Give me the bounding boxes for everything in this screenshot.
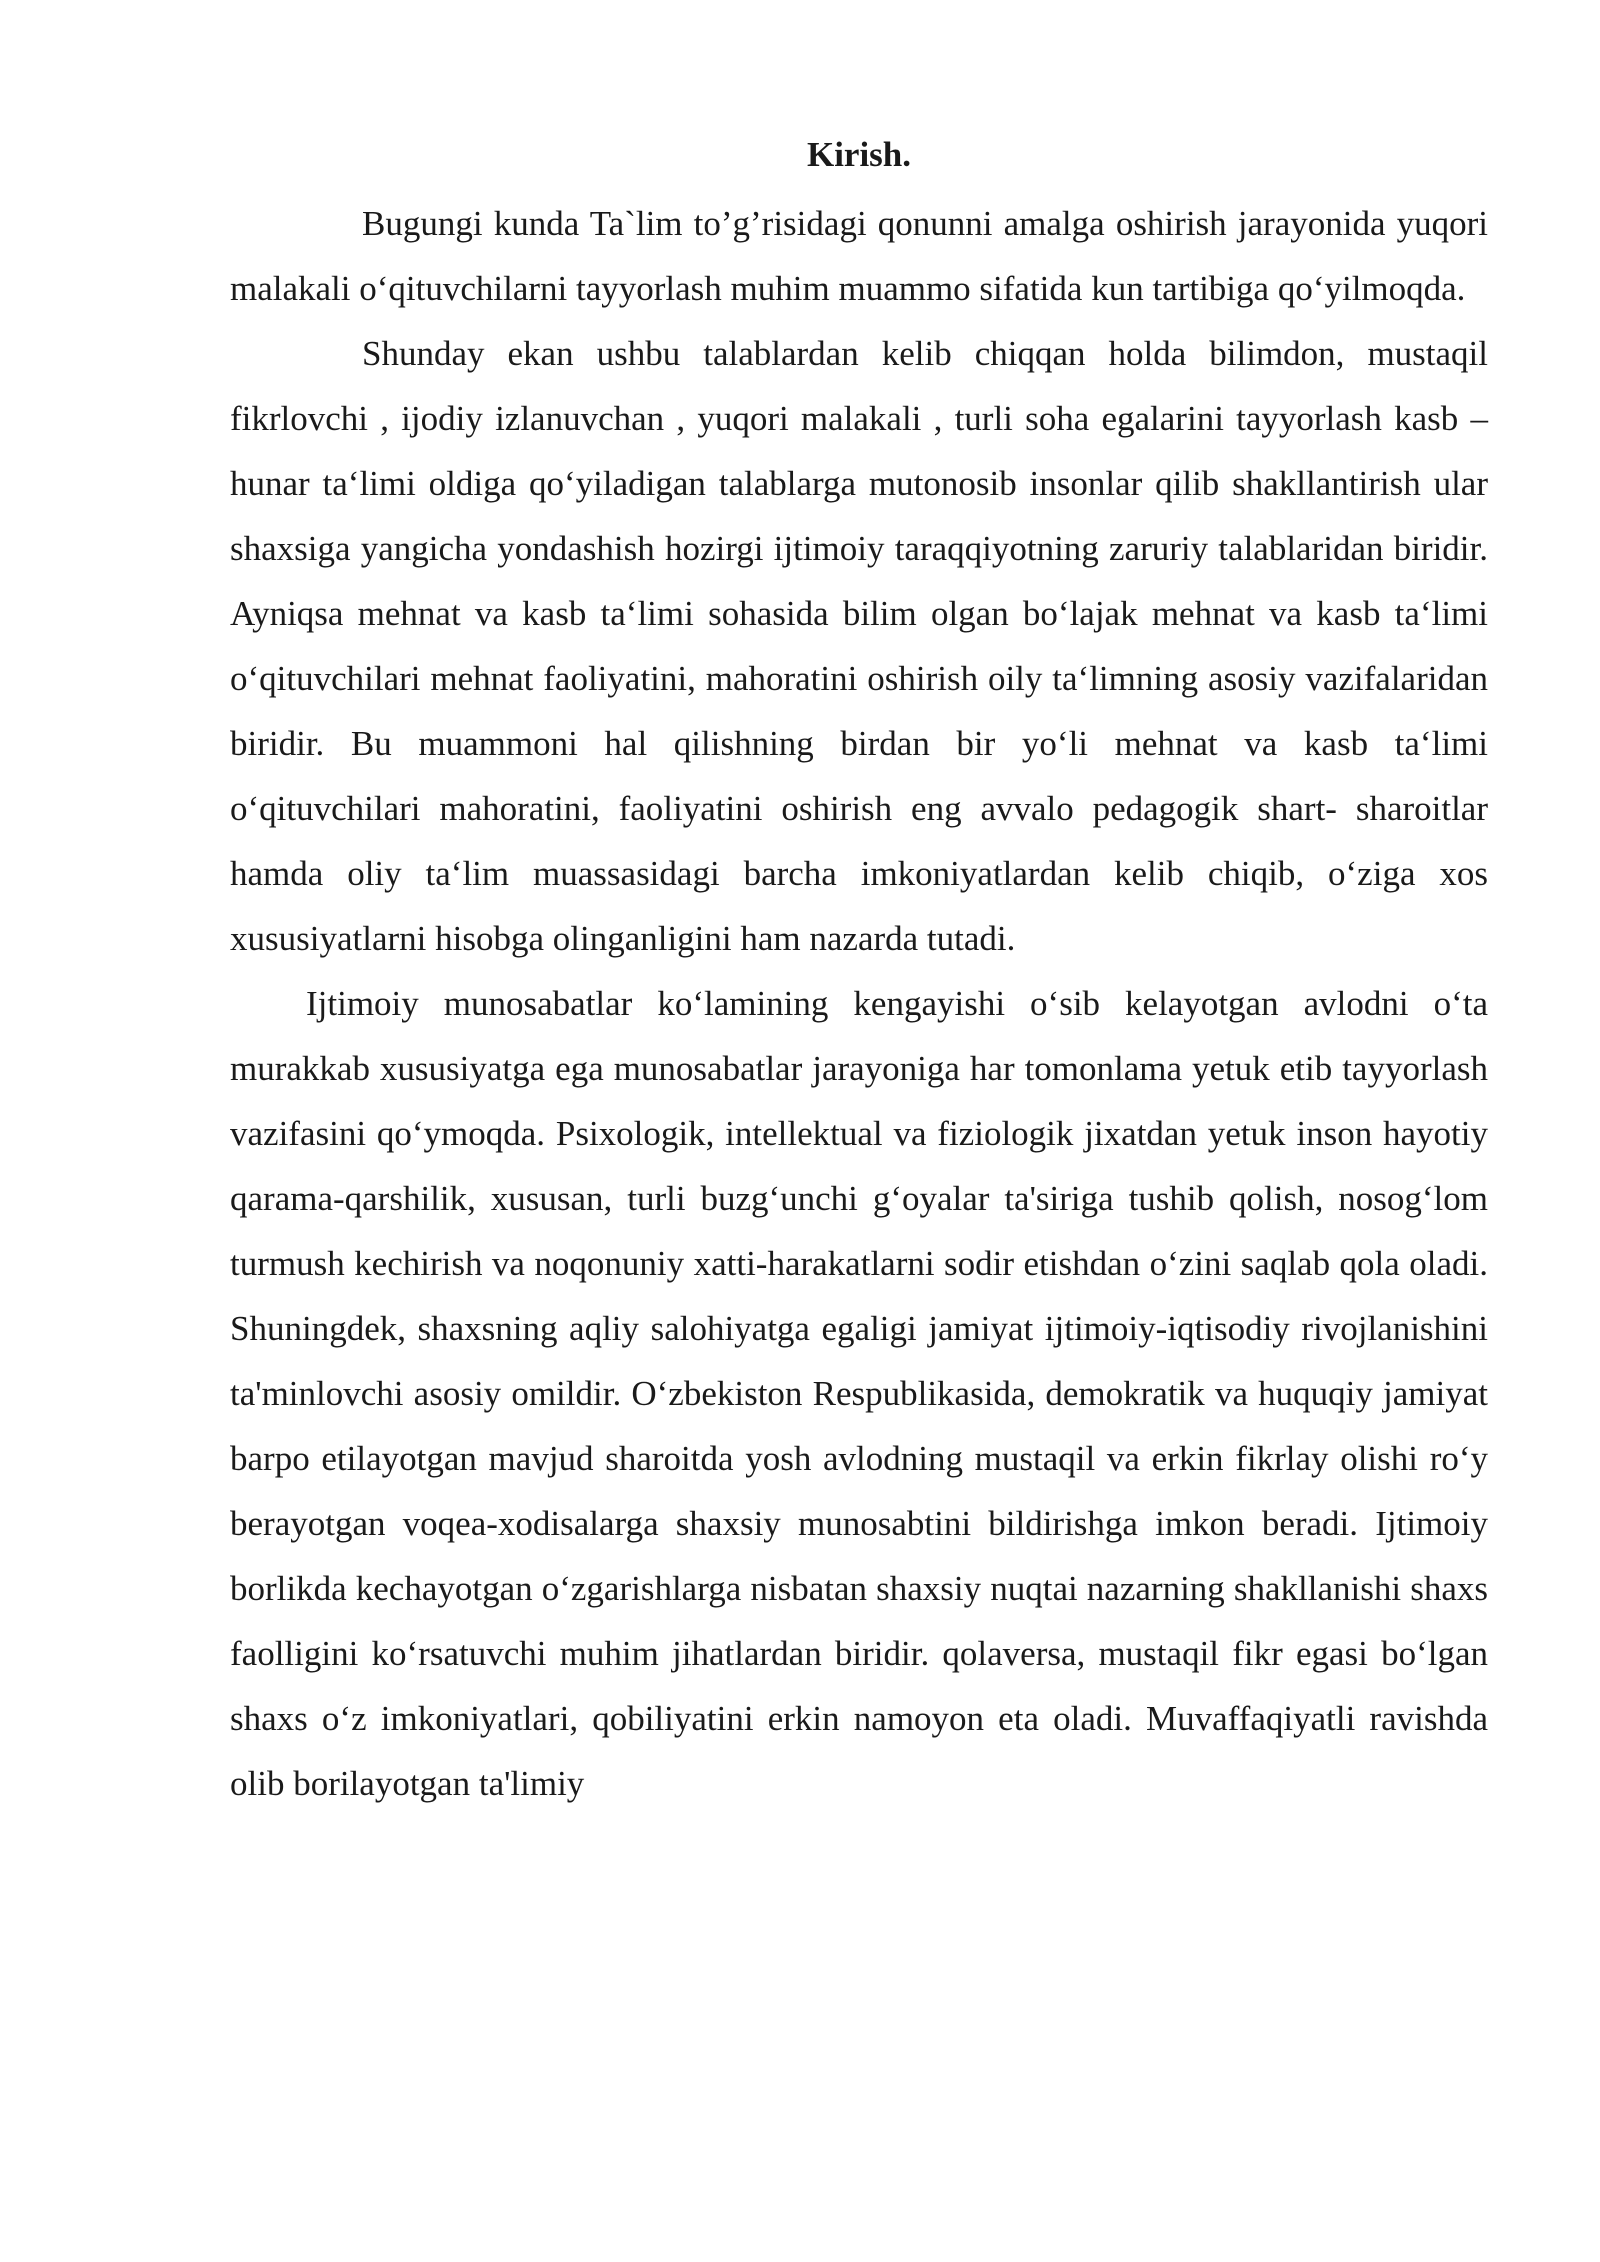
paragraph-requirements: Shunday ekan ushbu talablardan kelib chiqqan holda bilimdon, mustaqil fikrlovchi , ijodiy izlanuvchan , yuqori malakali , turli soha egalarini tayyorlash kasb – hunar ta‘limi oldiga qo‘yiladigan talablarga mutonosib insonlar qilib shakllantirish ular shaxsiga yangicha yondashish hozirgi ijtimoiy taraqqiyotning zaruriy talablaridan biridir. Ayniqsa mehnat va kasb ta‘limi sohasida bilim olgan bo‘lajak mehnat va kasb ta‘limi o‘qituvchilari mehnat faoliyatini, mahoratini oshirish oily ta‘limning asosiy vazifalaridan biridir. Bu muammoni hal qilishning birdan bir yo‘li mehnat va kasb ta‘limi o‘qituvchilari mahoratini, faoliyatini oshirish eng avvalo pedagogik shart- sharoitlar hamda oliy ta‘lim muassasidagi barcha imkoniyatlardan kelib chiqib, o‘ziga xos xususiyatlarni hisobga olinganligini ham nazarda tutadi.	[230, 334, 1488, 958]
paragraph-social-relations: Ijtimoiy munosabatlar ko‘lamining kengayishi o‘sib kelayotgan avlodni o‘ta murakkab xususiyatga ega munosabatlar jarayoniga har tomonlama yetuk etib tayyorlash vazifasini qo‘ymoqda. Psixologik, intellektual va fiziologik jixatdan yetuk inson hayotiy qarama-qarshilik, xususan, turli buzg‘unchi g‘oyalar ta'siriga tushib qolish, nosog‘lom turmush kechirish va noqonuniy xatti-harakatlarni sodir etishdan o‘zini saqlab qola oladi. Shuningdek, shaxsning aqliy salohiyatga egaligi jamiyat ijtimoiy-iqtisodiy rivojlanishini ta'minlovchi asosiy omildir. O‘zbekiston Respublikasida, demokratik va huquqiy jamiyat barpo etilayotgan mavjud sharoitda yosh avlodning mustaqil va erkin fikrlay olishi ro‘y berayotgan voqea-xodisalarga shaxsiy munosabtini bildirishga imkon beradi. Ijtimoiy borlikda kechayotgan o‘zgarishlarga nisbatan shaxsiy nuqtai nazarning shakllanishi shaxs faolligini ko‘rsatuvchi muhim jihatlardan biridir. qolaversa, mustaqil fikr egasi bo‘lgan shaxs o‘z imkoniyatlari, qobiliyatini erkin namoyon eta oladi. Muvaffaqiyatli ravishda olib borilayotgan ta'limiy	[230, 984, 1488, 1803]
document-title: Kirish.	[806, 135, 912, 174]
paragraph-intro: Bugungi kunda Ta`lim to’g’risidagi qonunni amalga oshirish jarayonida yuqori malakali o‘qituvchilarni tayyorlash muhim muammo sifatida kun tartibiga qo‘yilmoqda.	[230, 204, 1488, 308]
document-body	[230, 130, 1488, 1816]
